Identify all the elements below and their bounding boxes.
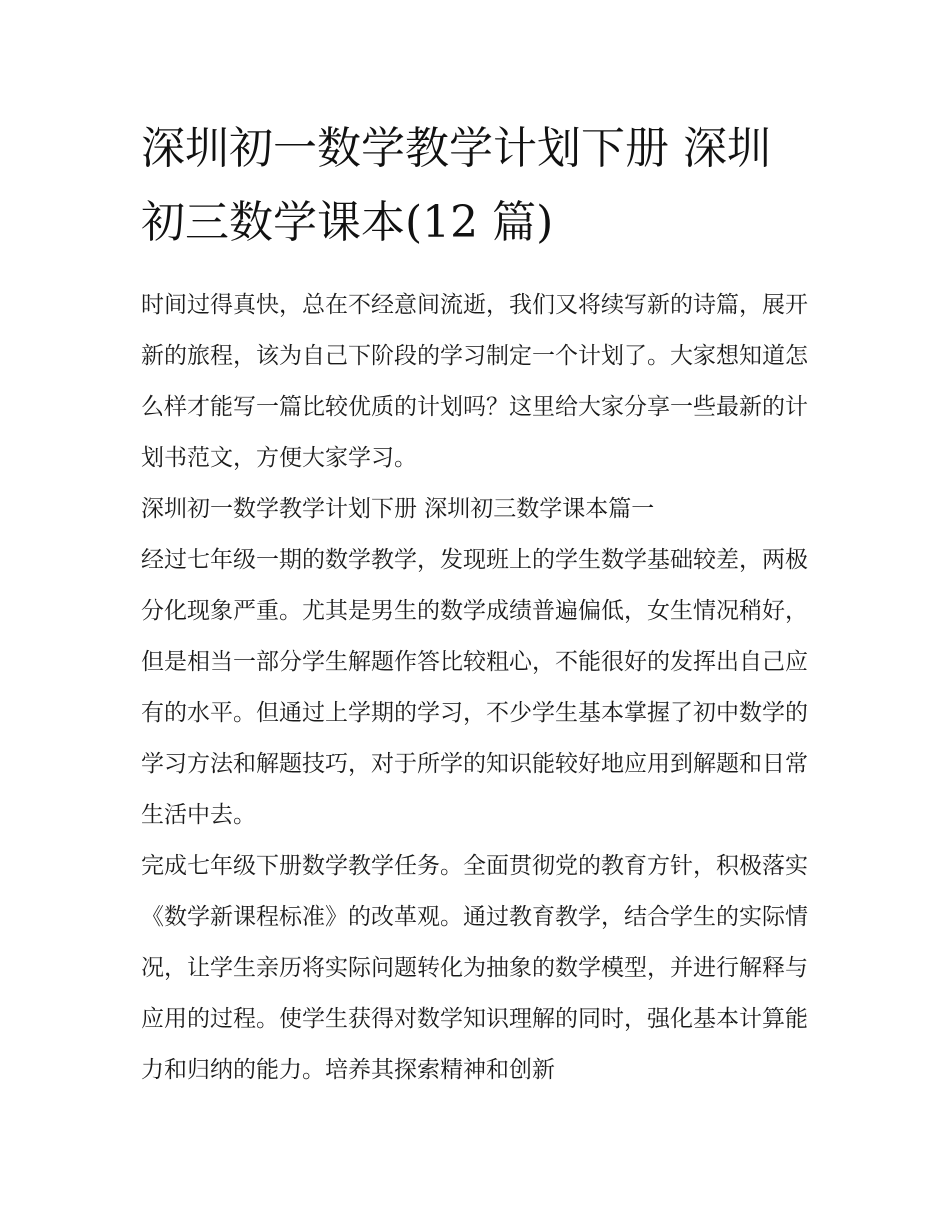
document-content (141, 112, 813, 1096)
paragraph-situation: 经过七年级一期的数学教学，发现班上的学生数学基础较差，两极分化现象严重。尤其是男生的数学成绩普遍偏低，女生情况稍好，但是相当一部分学生解题作答比较粗心，不能很好的发挥出自己应有的水平。但通过上学期的学习，不少学生基本掌握了初中数学的学习方法和解题技巧，对于所学的知识能较好地应用到解题和日常生活中去。 (141, 547, 808, 828)
paragraph-intro: 时间过得真快，总在不经意间流逝，我们又将续写新的诗篇，展开新的旅程，该为自己下阶段的学习制定一个计划了。大家想知道怎么样才能写一篇比较优质的计划吗？这里给大家分享一些最新的计划书范文，方便大家学习。 (141, 292, 808, 471)
section-heading: 深圳初一数学教学计划下册 深圳初三数学课本篇一 (141, 496, 655, 522)
paragraph-goals: 完成七年级下册数学教学任务。全面贯彻党的教育方针，积极落实《数学新课程标准》的改革观。通过教育教学，结合学生的实际情况，让学生亲历将实际问题转化为抽象的数学模型，并进行解释与应用的过程。使学生获得对数学知识理解的同时，强化基本计算能力和归纳的能力。培养其探索精神和创新 (141, 853, 808, 1083)
document-title: 深圳初一数学教学计划下册 深圳初三数学课本(12 篇) (141, 123, 771, 248)
document-body (141, 280, 813, 1096)
